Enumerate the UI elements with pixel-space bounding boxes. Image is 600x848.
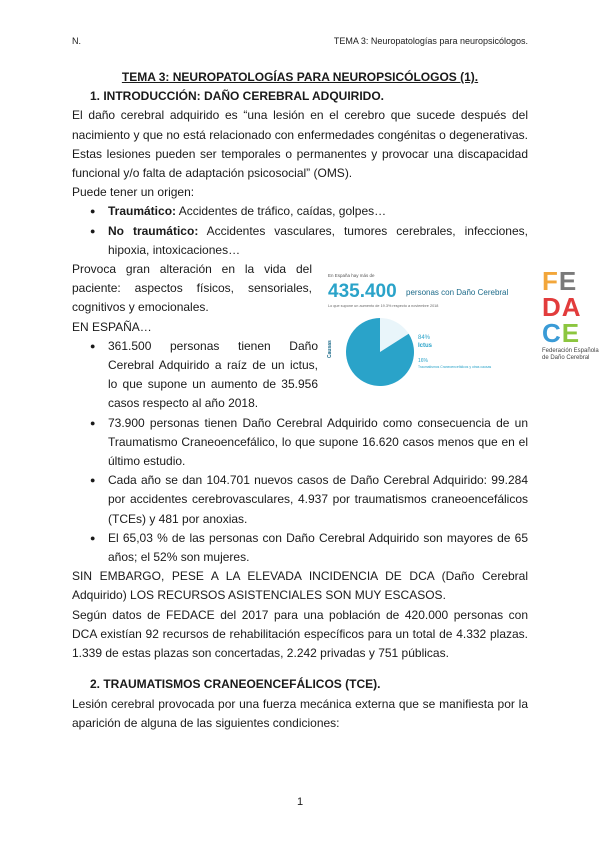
list-item: ● Traumático: Accidentes de tráfico, caídas, golpes…: [108, 202, 528, 221]
logo-subtitle: Federación Española de Daño Cerebral: [542, 348, 599, 361]
info-big-label: personas con Daño Cerebral: [406, 288, 509, 297]
pie-tce-label: Traumatismos Craneoencefálicos y otras causas: [418, 365, 492, 369]
info-causes-label: Causas: [327, 340, 333, 358]
page-number: 1: [296, 796, 304, 808]
logo-letter: F: [542, 266, 559, 296]
info-sub-line: Lo que supone un aumento de 19.3% respecto a noviembre 2018: [328, 304, 439, 308]
section1-intro: El daño cerebral adquirido es “una lesión en el cerebro que sucede después del nacimiento y que no está relacionado con enfermedades congénitas o degenerativas. Estas lesiones pueden ser temporales o permanentes y provocar una discapacidad funcional y/o falta de adaptación psicosocial” (OMS).: [72, 108, 528, 181]
list-item: ● Cada año se dan 104.701 nuevos casos de Daño Cerebral Adquirido: 99.284 por accidentes cerebrovasculares, 4.937 por traumatismos craneoencefálicos (TCEs) y 481 por anoxias.: [108, 471, 528, 529]
list-item: ● 73.900 personas tienen Daño Cerebral Adquirido como consecuencia de un Traumatismo Craneoencefálico, lo que supone 16.620 casos menos que en el último estudio.: [108, 414, 528, 472]
logo-letter: D: [542, 292, 562, 322]
origins-list: [72, 202, 528, 260]
dca-infographic: [322, 268, 512, 390]
document-body: [72, 68, 528, 733]
resources-text: Según datos de FEDACE del 2017 para una población de 420.000 personas con DCA existían 92 recursos de rehabilitación específicos para un total de 4.332 plazas. 1.339 de estas plazas son concertadas, 2.242 privadas y 751 públicas.: [72, 607, 528, 661]
pie-ictus-pct: 84%: [418, 335, 431, 341]
impact-text: Provoca gran alteración en la vida del paciente: aspectos físicos, sensoriales, cognitivos y emocionales.: [72, 262, 312, 315]
pie-ictus-label: Ictus: [418, 343, 433, 349]
spain-lead: EN ESPAÑA…: [72, 319, 152, 334]
logo-letter: E: [561, 318, 581, 348]
info-top-line: En España hay más de: [328, 273, 375, 278]
section2-intro: Lesión cerebral provocada por una fuerza mecánica externa que se manifiesta por la aparición de alguna de las siguientes condiciones:: [72, 696, 528, 730]
however-text: SIN EMBARGO, PESE A LA ELEVADA INCIDENCIA DE DCA (Daño Cerebral Adquirido) LOS RECURSOS ASISTENCIALES SON MUY ESCASOS.: [72, 569, 528, 603]
list-item: ● 361.500 personas tienen Daño Cerebral Adquirido a raíz de un ictus, lo que supone un aumento de 35.956 casos respecto al año 2018.: [108, 337, 318, 414]
origin-lead: Puede tener un origen:: [72, 185, 195, 200]
logo-letter: C: [542, 318, 562, 348]
fedace-logo: [542, 268, 600, 362]
section1-heading: 1. INTRODUCCIÓN: DAÑO CEREBRAL ADQUIRIDO.: [90, 89, 385, 104]
list-item: ● El 65,03 % de las personas con Daño Cerebral Adquirido son mayores de 65 años; el 52% son mujeres.: [108, 529, 528, 567]
logo-letter: E: [558, 266, 578, 296]
pie-tce-pct: 16%: [418, 358, 429, 364]
info-big-number: 435.400: [328, 281, 397, 302]
list-item: ● No traumático: Accidentes vasculares, tumores cerebrales, infecciones, hipoxia, intoxicaciones…: [108, 222, 528, 260]
header-title: TEMA 3: Neuropatologías para neuropsicólogos.: [333, 36, 528, 46]
logo-letter: A: [561, 292, 582, 322]
section2-heading: 2. TRAUMATISMOS CRANEOENCEFÁLICOS (TCE).: [90, 677, 381, 692]
page-title: TEMA 3: NEUROPATOLOGÍAS PARA NEUROPSICÓLOGOS (1).: [121, 70, 479, 84]
header-author: N.: [72, 36, 81, 46]
